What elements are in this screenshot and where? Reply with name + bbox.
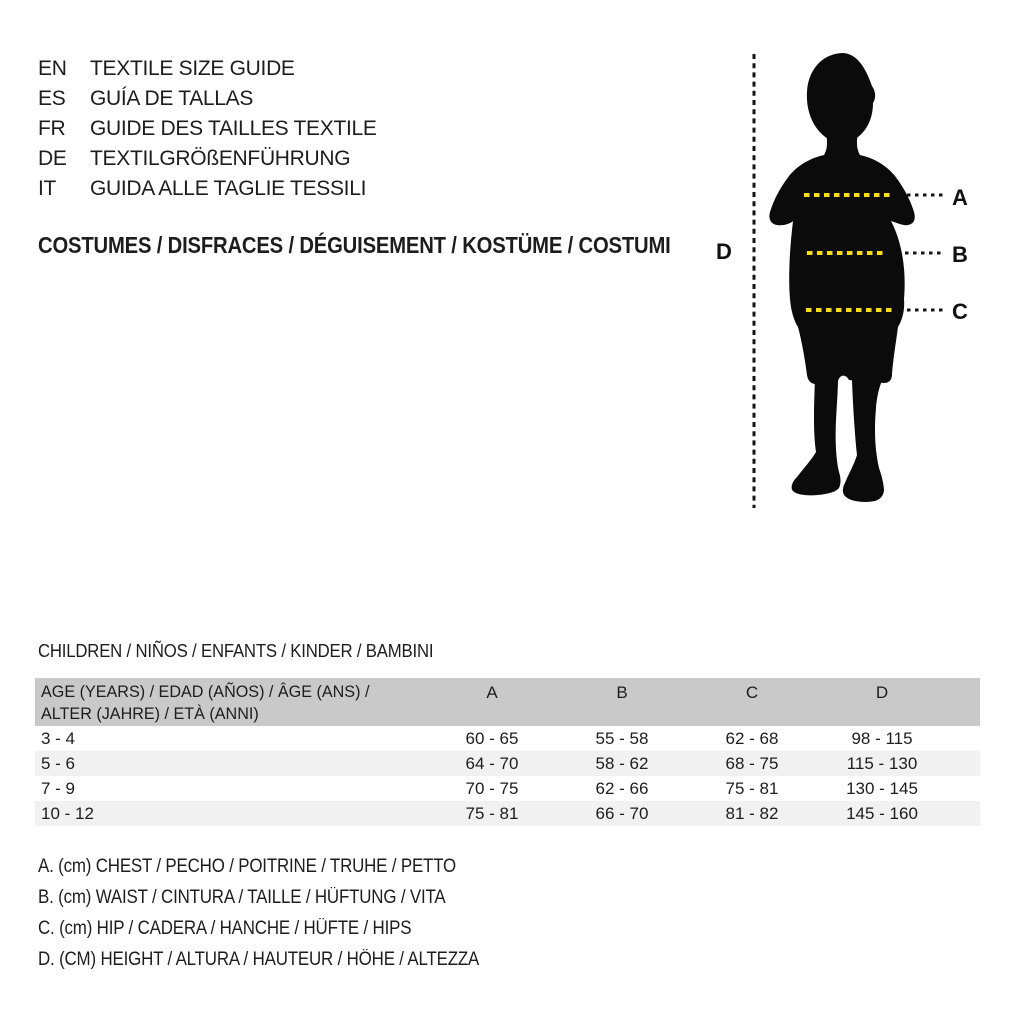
language-code: DE bbox=[38, 147, 67, 170]
size-table bbox=[35, 678, 980, 826]
footnote-waist: B. (cm) WAIST / CINTURA / TAILLE / HÜFTUNG / VITA bbox=[38, 887, 446, 908]
table-row bbox=[35, 751, 980, 776]
value-cell-c: 68 - 75 bbox=[725, 754, 779, 773]
silhouette-head bbox=[807, 53, 875, 142]
language-row bbox=[38, 144, 377, 174]
value-cell-c: 62 - 68 bbox=[725, 729, 779, 748]
footnote-chest: A. (cm) CHEST / PECHO / POITRINE / TRUHE / PETTO bbox=[38, 856, 457, 877]
table-row bbox=[35, 801, 980, 826]
table-row bbox=[35, 776, 980, 801]
value-cell-a: 75 - 81 bbox=[465, 804, 519, 823]
value-cell-c: 75 - 81 bbox=[725, 779, 779, 798]
age-header-line1: AGE (YEARS) / EDAD (AÑOS) / ÂGE (ANS) / bbox=[41, 682, 370, 701]
language-title-list bbox=[38, 54, 377, 204]
silhouette-right-leg bbox=[843, 380, 884, 502]
child-silhouette-graphic bbox=[700, 40, 1000, 515]
value-cell-d: 98 - 115 bbox=[851, 729, 913, 748]
language-code: ES bbox=[38, 87, 66, 110]
language-row bbox=[38, 114, 377, 144]
row-spacer bbox=[947, 726, 980, 751]
value-cell-c: 81 - 82 bbox=[725, 804, 779, 823]
row-spacer bbox=[947, 776, 980, 801]
value-cell-b: 58 - 62 bbox=[595, 754, 649, 773]
language-title: TEXTILGRÖßENFÜHRUNG bbox=[90, 147, 351, 170]
category-heading: COSTUMES / DISFRACES / DÉGUISEMENT / KOSTÜME / COSTUMI bbox=[38, 232, 671, 258]
value-cell-b: 66 - 70 bbox=[595, 804, 649, 823]
age-cell: 5 - 6 bbox=[41, 754, 76, 773]
language-title: GUÍA DE TALLAS bbox=[90, 87, 254, 110]
age-column-header bbox=[35, 678, 427, 726]
value-cell-a: 70 - 75 bbox=[465, 779, 519, 798]
measurement-label-a: A bbox=[952, 185, 968, 210]
row-spacer bbox=[947, 751, 980, 776]
value-cell-b: 62 - 66 bbox=[595, 779, 649, 798]
language-code: EN bbox=[38, 57, 67, 80]
language-row bbox=[38, 174, 377, 204]
footnote-hip: C. (cm) HIP / CADERA / HANCHE / HÜFTE / HIPS bbox=[38, 918, 412, 939]
column-header-c: C bbox=[745, 683, 759, 702]
measurement-footnotes bbox=[38, 851, 534, 975]
language-title: TEXTILE SIZE GUIDE bbox=[90, 57, 295, 80]
footnote-height: D. (CM) HEIGHT / ALTURA / HAUTEUR / HÖHE / ALTEZZA bbox=[38, 949, 480, 970]
value-cell-a: 60 - 65 bbox=[465, 729, 519, 748]
measurement-label-c: C bbox=[952, 299, 968, 324]
header-spacer bbox=[947, 678, 980, 726]
column-header-d: D bbox=[875, 683, 889, 702]
silhouette-body bbox=[769, 133, 914, 384]
age-cell: 10 - 12 bbox=[41, 804, 94, 823]
value-cell-d: 145 - 160 bbox=[846, 804, 918, 823]
language-row bbox=[38, 54, 377, 84]
value-cell-b: 55 - 58 bbox=[595, 729, 649, 748]
silhouette-left-leg bbox=[792, 378, 841, 495]
language-title: GUIDE DES TAILLES TEXTILE bbox=[90, 117, 377, 140]
column-header-a: A bbox=[486, 683, 498, 702]
age-cell: 3 - 4 bbox=[41, 729, 76, 748]
measurement-diagram bbox=[700, 40, 1000, 515]
measurement-label-d: D bbox=[716, 239, 732, 264]
language-code: IT bbox=[38, 177, 57, 200]
value-cell-d: 115 - 130 bbox=[846, 754, 918, 773]
row-spacer bbox=[947, 801, 980, 826]
table-row bbox=[35, 726, 980, 751]
age-header-line2: ALTER (JAHRE) / ETÀ (ANNI) bbox=[41, 704, 259, 723]
children-section-title: CHILDREN / NIÑOS / ENFANTS / KINDER / BAMBINI bbox=[38, 641, 434, 661]
age-cell: 7 - 9 bbox=[41, 779, 76, 798]
language-title: GUIDA ALLE TAGLIE TESSILI bbox=[90, 177, 367, 200]
language-code: FR bbox=[38, 117, 66, 140]
column-header-b: B bbox=[616, 683, 628, 702]
size-table-header bbox=[35, 678, 980, 726]
language-row bbox=[38, 84, 377, 114]
value-cell-d: 130 - 145 bbox=[846, 779, 918, 798]
value-cell-a: 64 - 70 bbox=[465, 754, 519, 773]
measurement-label-b: B bbox=[952, 242, 968, 267]
